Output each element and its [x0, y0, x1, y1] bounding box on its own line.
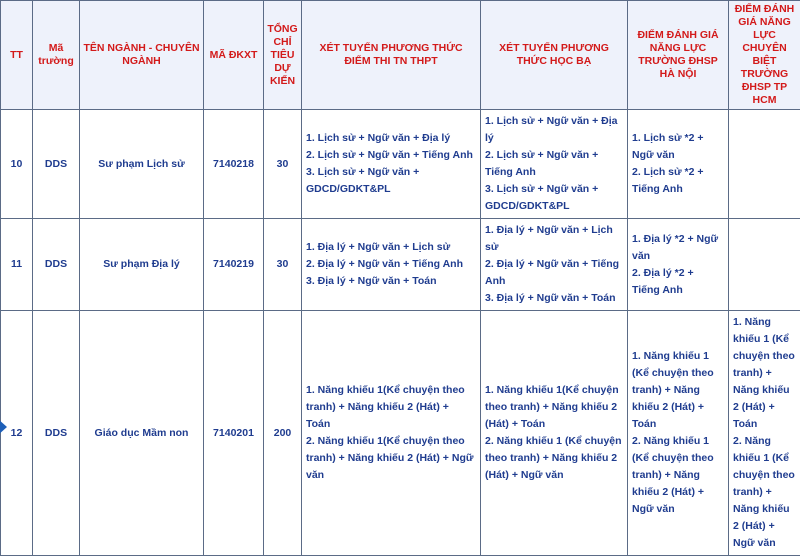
header-hcmue-assessment: ĐIỂM ĐÁNH GIÁ NĂNG LỰC CHUYÊN BIỆT TRƯỜNG ĐHSP TP HCM [729, 1, 800, 110]
combo-option: 2. Địa lý *2 + Tiếng Anh [632, 265, 724, 299]
header-thpt-method: XÉT TUYỂN PHƯƠNG THỨC ĐIỂM THI TN THPT [302, 1, 481, 110]
combo-option: 2. Địa lý + Ngữ văn + Tiếng Anh [306, 256, 476, 273]
combo-option: 2. Địa lý + Ngữ văn + Tiếng Anh [485, 256, 623, 290]
row-hcmue-combos [729, 311, 800, 556]
header-school-code: Mã trường [33, 1, 80, 110]
combo-option: 2. Năng khiếu 1 (Kể chuyện theo tranh) + Năng khiếu 2 (Hát) + Ngữ văn [485, 433, 623, 484]
header-transcript-method: XÉT TUYỂN PHƯƠNG THỨC HỌC BẠ [481, 1, 628, 110]
row-school-code: DDS [33, 110, 80, 219]
combo-option: 2. Năng khiếu 1 (Kể chuyện theo tranh) + Năng khiếu 2 (Hát) + Ngữ văn [733, 433, 796, 552]
row-registration-code: 7140219 [204, 219, 264, 311]
combo-option: 1. Năng khiếu 1(Kể chuyện theo tranh) + Năng khiếu 2 (Hát) + Toán [306, 382, 476, 433]
combo-option: 1. Địa lý + Ngữ văn + Lịch sử [306, 239, 476, 256]
table-row [1, 219, 800, 311]
row-major: Giáo dục Mầm non [80, 311, 204, 556]
chevron-right-icon [0, 419, 7, 435]
combo-option: 2. Lịch sử + Ngữ văn + Tiếng Anh [485, 147, 623, 181]
row-hnue-combos [628, 110, 729, 219]
row-quota: 200 [264, 311, 302, 556]
row-school-code: DDS [33, 311, 80, 556]
row-hcmue-combos [729, 219, 800, 311]
row-transcript-combos [481, 311, 628, 556]
header-row [1, 1, 800, 110]
row-thpt-combos [302, 110, 481, 219]
combo-option: 2. Lịch sử *2 + Tiếng Anh [632, 164, 724, 198]
row-transcript-combos [481, 219, 628, 311]
row-thpt-combos [302, 311, 481, 556]
combo-option: 2. Lịch sử + Ngữ văn + Tiếng Anh [306, 147, 476, 164]
combo-option: 2. Năng khiếu 1 (Kể chuyện theo tranh) + Năng khiếu 2 (Hát) + Ngữ văn [632, 433, 724, 518]
row-quota: 30 [264, 219, 302, 311]
row-hcmue-combos [729, 110, 800, 219]
combo-option: 1. Địa lý *2 + Ngữ văn [632, 231, 724, 265]
row-hnue-combos [628, 311, 729, 556]
header-tt: TT [1, 1, 33, 110]
combo-option: 1. Năng khiếu 1 (Kể chuyện theo tranh) + Năng khiếu 2 (Hát) + Toán [733, 314, 796, 433]
combo-option: 3. Lịch sử + Ngữ văn + GDCD/GDKT&PL [306, 164, 476, 198]
combo-option: 3. Địa lý + Ngữ văn + Toán [306, 273, 476, 290]
combo-option: 1. Lịch sử *2 + Ngữ văn [632, 130, 724, 164]
row-registration-code: 7140201 [204, 311, 264, 556]
combo-option: 1. Lịch sử + Ngữ văn + Địa lý [306, 130, 476, 147]
header-hnue-assessment: ĐIỂM ĐÁNH GIÁ NĂNG LỰC TRƯỜNG ĐHSP HÀ NỘI [628, 1, 729, 110]
combo-option: 1. Địa lý + Ngữ văn + Lịch sử [485, 222, 623, 256]
combo-option: 1. Lịch sử + Ngữ văn + Địa lý [485, 113, 623, 147]
row-major: Sư phạm Lịch sử [80, 110, 204, 219]
row-tt: 11 [1, 219, 33, 311]
combo-option: 2. Năng khiếu 1(Kể chuyện theo tranh) + Năng khiếu 2 (Hát) + Ngữ văn [306, 433, 476, 484]
table-row [1, 311, 800, 556]
row-major: Sư phạm Địa lý [80, 219, 204, 311]
row-tt: 10 [1, 110, 33, 219]
row-hnue-combos [628, 219, 729, 311]
header-quota: TỔNG CHỈ TIÊU DỰ KIẾN [264, 1, 302, 110]
combo-option: 1. Năng khiếu 1(Kể chuyện theo tranh) + Năng khiếu 2 (Hát) + Toán [485, 382, 623, 433]
combo-option: 1. Năng khiếu 1 (Kể chuyện theo tranh) + Năng khiếu 2 (Hát) + Toán [632, 348, 724, 433]
header-registration-code: MÃ ĐKXT [204, 1, 264, 110]
row-registration-code: 7140218 [204, 110, 264, 219]
row-tt: 12 [1, 311, 33, 556]
header-major: TÊN NGÀNH - CHUYÊN NGÀNH [80, 1, 204, 110]
row-quota: 30 [264, 110, 302, 219]
row-school-code: DDS [33, 219, 80, 311]
combo-option: 3. Địa lý + Ngữ văn + Toán [485, 290, 623, 307]
row-transcript-combos [481, 110, 628, 219]
row-thpt-combos [302, 219, 481, 311]
combo-option: 3. Lịch sử + Ngữ văn + GDCD/GDKT&PL [485, 181, 623, 215]
table-row [1, 110, 800, 219]
